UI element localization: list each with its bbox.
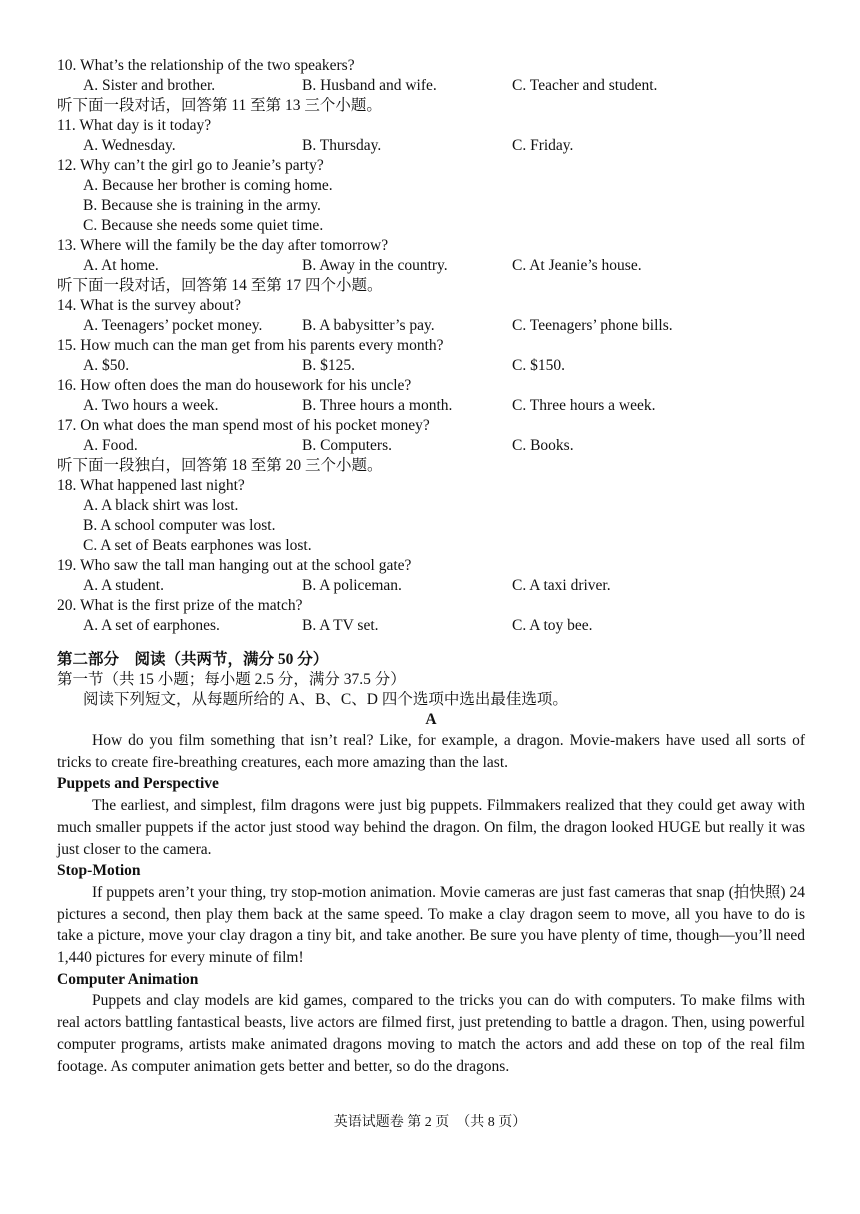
answer-option: C. $150. (512, 357, 565, 374)
question-stem: 20. What is the first prize of the match? (57, 597, 303, 614)
answer-option: C. Three hours a week. (512, 397, 656, 414)
answer-option: C. A toy bee. (512, 617, 593, 634)
listening-instruction: 听下面一段独白，回答第 18 至第 20 三个小题。 (57, 457, 383, 474)
answer-option: B. A school computer was lost. (83, 517, 276, 534)
answer-option: A. Two hours a week. (83, 397, 219, 414)
passage-sections (57, 773, 805, 1077)
listening-instruction: 听下面一段对话，回答第 11 至第 13 三个小题。 (57, 97, 382, 114)
answer-option: B. Three hours a month. (302, 397, 453, 414)
answer-option: C. A set of Beats earphones was lost. (83, 537, 312, 554)
answer-option: C. A taxi driver. (512, 577, 611, 594)
option-row (57, 76, 805, 96)
option-row (57, 256, 805, 276)
answer-option: C. Because she needs some quiet time. (83, 217, 324, 234)
answer-option: C. Friday. (512, 137, 574, 154)
reading-instruction: 阅读下列短文，从每题所给的 A、B、C、D 四个选项中选出最佳选项。 (83, 691, 568, 708)
question-stem: 10. What’s the relationship of the two speakers? (57, 57, 355, 74)
question-stem: 11. What day is it today? (57, 117, 212, 134)
section-heading: Stop-Motion (57, 862, 141, 880)
page-footer: 英语试题卷 第 2 页 （共 8 页） (333, 1115, 527, 1130)
section-paragraph: The earliest, and simplest, film dragons were just big puppets. Filmmakers realized that they could get away with much smaller puppets if the actor just stood way behind the dragon. On film, the dragon looked HUGE but really it was just closer to the camera. (57, 797, 805, 858)
section1-info: 第一节（共 15 小题；每小题 2.5 分，满分 37.5 分） (57, 671, 406, 688)
answer-option: A. Teenagers’ pocket money. (83, 317, 263, 334)
question-stem: 17. On what does the man spend most of his pocket money? (57, 417, 430, 434)
passage-label: A (425, 711, 437, 728)
answer-option: A. $50. (83, 357, 130, 374)
question-stem: 16. How often does the man do housework for his uncle? (57, 377, 412, 394)
answer-option: B. Computers. (302, 437, 392, 454)
option-row (57, 316, 805, 336)
answer-option: B. A babysitter’s pay. (302, 317, 435, 334)
part2-title: 第二部分 阅读（共两节，满分 50 分） (57, 651, 329, 668)
answer-option: C. Books. (512, 437, 574, 454)
answer-option: A. A set of earphones. (83, 617, 220, 634)
answer-option: A. Food. (83, 437, 138, 454)
question-stem: 18. What happened last night? (57, 477, 245, 494)
answer-option: C. Teenagers’ phone bills. (512, 317, 673, 334)
answer-option: A. A student. (83, 577, 164, 594)
option-row (57, 576, 805, 596)
question-stem: 19. Who saw the tall man hanging out at the school gate? (57, 557, 412, 574)
answer-option: C. At Jeanie’s house. (512, 257, 642, 274)
question-stem: 12. Why can’t the girl go to Jeanie’s party? (57, 157, 324, 174)
section-paragraph: If puppets aren’t your thing, try stop-motion animation. Movie cameras are just fast cameras that snap (拍快照) 24 pictures a second, then play them back at the same speed. To make a clay dragon seem to move, all you have to do is take a picture, move your clay dragon a tiny bit, and take another. Be sure you have plenty of time, though—you’ll need 1,440 pictures for every minute of film! (57, 883, 805, 966)
answer-option: B. $125. (302, 357, 355, 374)
answer-option: A. Sister and brother. (83, 77, 216, 94)
question-stem: 15. How much can the man get from his parents every month? (57, 337, 444, 354)
listening-section (57, 56, 805, 636)
answer-option: C. Teacher and student. (512, 77, 658, 94)
section-heading: Computer Animation (57, 970, 199, 988)
passage-intro: How do you film something that isn’t real? Like, for example, a dragon. Movie-makers have used all sorts of tricks to create fire-breathing creatures, each more amazing than the last. (57, 732, 805, 771)
option-row (57, 616, 805, 636)
section-paragraph: Puppets and clay models are kid games, compared to the tricks you can do with computers. To make films with real actors battling fantastical beasts, live actors are filmed first, just pretending to battle a dragon. Then, using powerful computer programs, artists make animated dragons moving to match the actors and add these on top of the real film footage. As computer animation gets better and better, so do the dragons. (57, 992, 805, 1075)
option-row (57, 436, 805, 456)
question-stem: 13. Where will the family be the day after tomorrow? (57, 237, 389, 254)
answer-option: B. Because she is training in the army. (83, 197, 321, 214)
answer-option: B. Husband and wife. (302, 77, 437, 94)
answer-option: A. A black shirt was lost. (83, 497, 239, 514)
answer-option: A. At home. (83, 257, 159, 274)
answer-option: B. A policeman. (302, 577, 402, 594)
answer-option: A. Because her brother is coming home. (83, 177, 333, 194)
option-row (57, 136, 805, 156)
answer-option: B. Thursday. (302, 137, 382, 154)
exam-page (57, 56, 805, 1077)
question-stem: 14. What is the survey about? (57, 297, 241, 314)
section-heading: Puppets and Perspective (57, 775, 219, 793)
listening-instruction: 听下面一段对话，回答第 14 至第 17 四个小题。 (57, 277, 383, 294)
option-row (57, 396, 805, 416)
answer-option: B. A TV set. (302, 617, 379, 634)
answer-option: B. Away in the country. (302, 257, 448, 274)
answer-option: A. Wednesday. (83, 137, 176, 154)
option-row (57, 356, 805, 376)
